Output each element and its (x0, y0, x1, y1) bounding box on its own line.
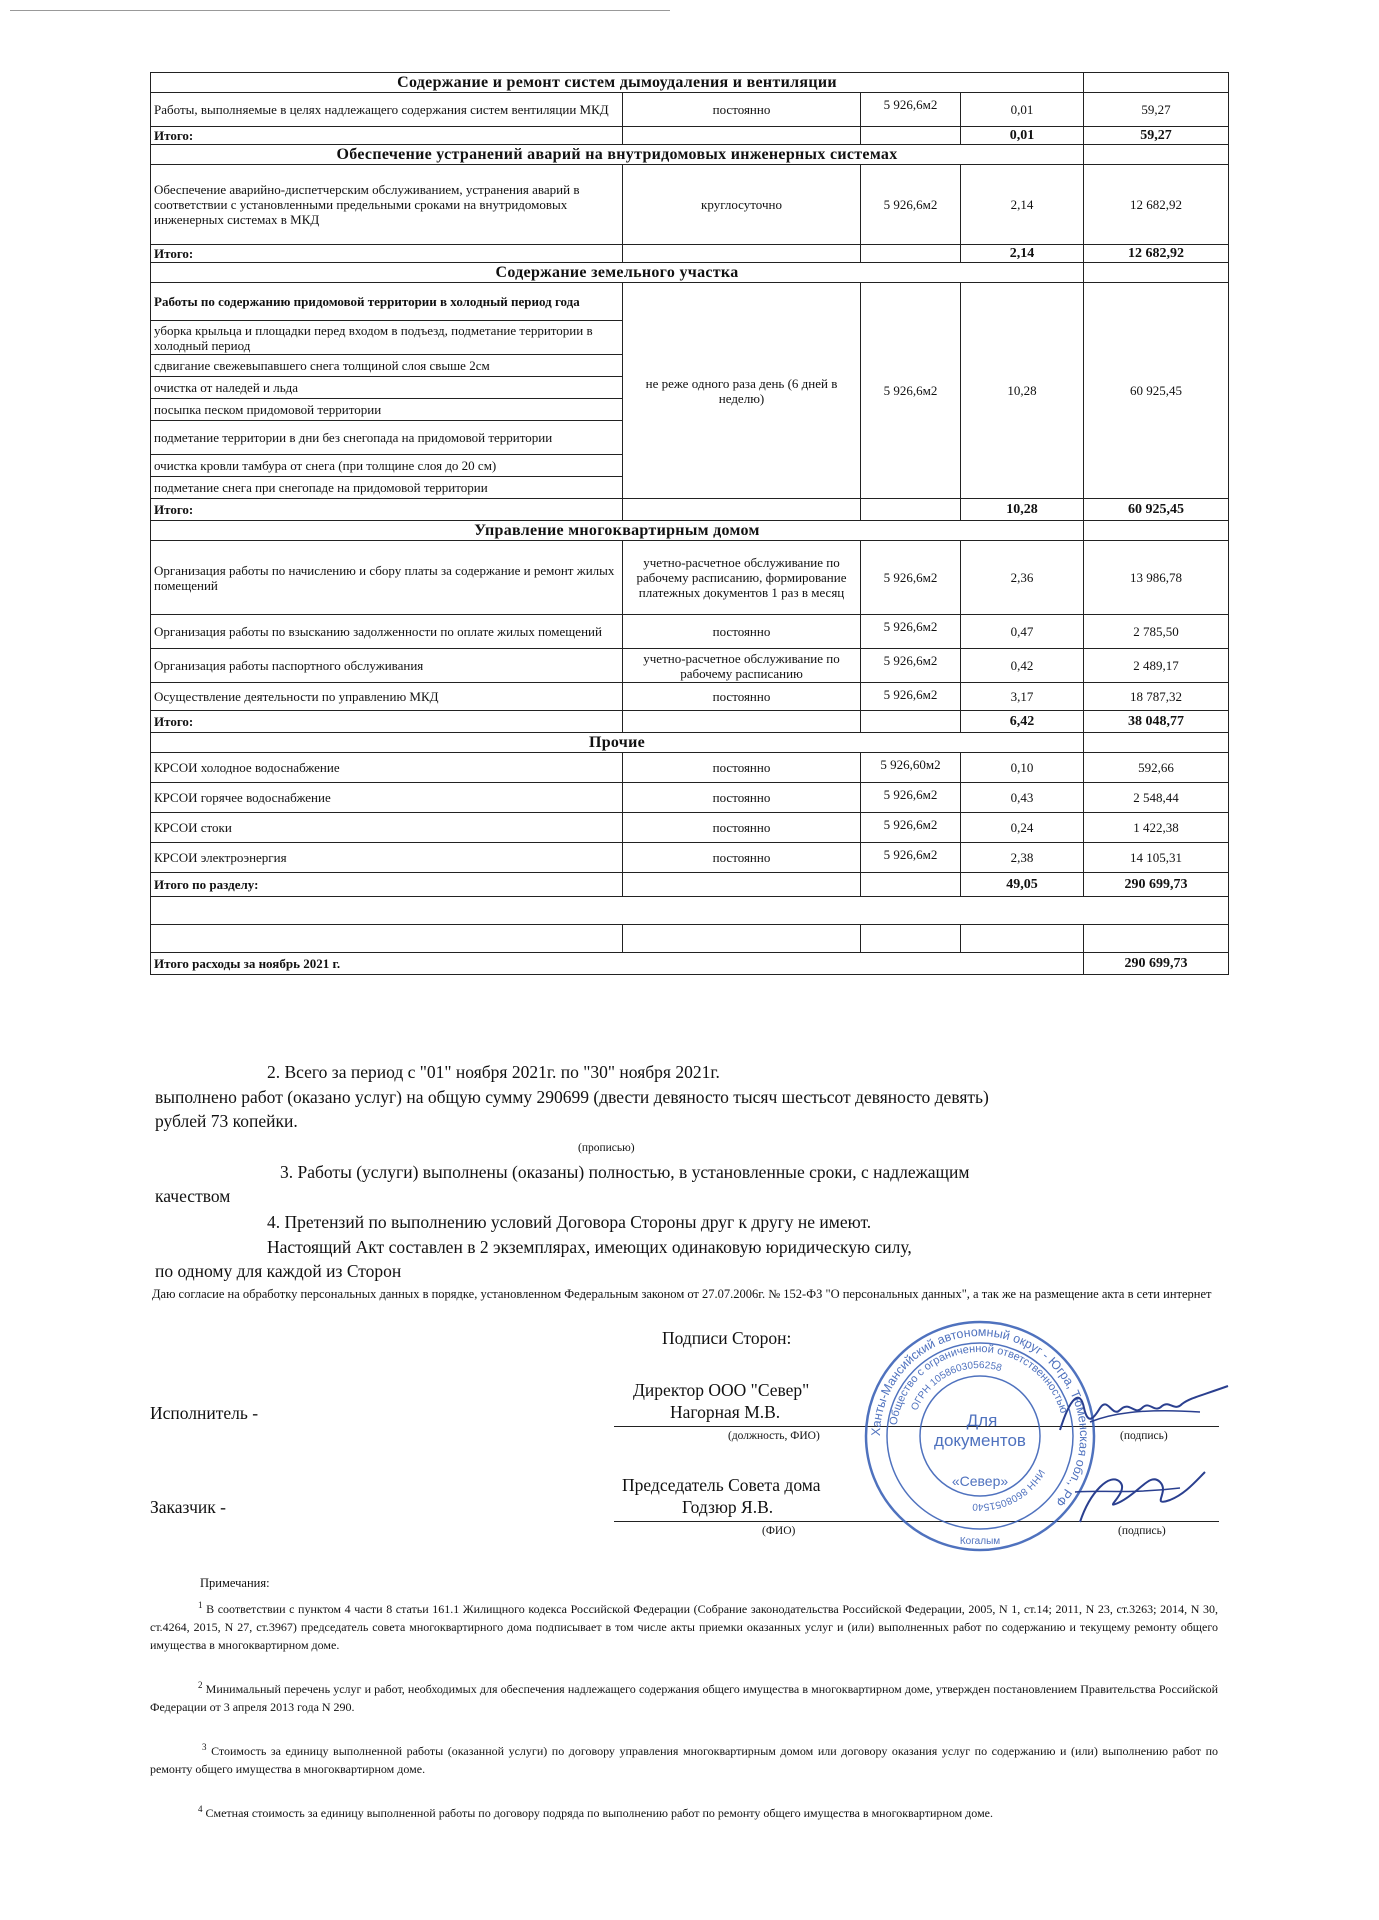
service-frequency: учетно-расчетное обслуживание по рабочему расписанию, формирование платежных документов 1 раз в месяц (623, 541, 861, 615)
consent-text: Даю согласие на обработку персональных данных в порядке, установленном Федеральным законом от 27.07.2006г. № 152-ФЗ "О персональных данных", а так же на размещение акта в сети интернет (152, 1287, 1212, 1301)
service-rate: 0,43 (961, 783, 1084, 813)
notes-heading: Примечания: (200, 1576, 270, 1590)
total-label: Итого: (151, 245, 623, 263)
total-rate: 6,42 (961, 711, 1084, 733)
service-frequency: постоянно (623, 615, 861, 649)
customer-signature (1060, 1452, 1210, 1532)
service-sum: 2 548,44 (1084, 783, 1229, 813)
service-name: Обеспечение аварийно-диспетчерским обслуживанием, устранения аварий в соответствии с установленными предельными сроками на внутридомовых инженерных системах в МКД (151, 165, 623, 245)
subitem: уборка крыльца и площадки перед входом в подъезд, подметание территории в холодный период (151, 321, 623, 355)
paragraph-2-line-1: 2. Всего за период с "01" ноября 2021г. по "30" ноября 2021г. (267, 1062, 720, 1082)
empty-row (151, 925, 1229, 953)
total-row (151, 245, 1229, 263)
service-name: Организация работы по взысканию задолженности по оплате жилых помещений (151, 615, 623, 649)
total-label: Итого: (151, 127, 623, 145)
executor-caption: (должность, ФИО) (728, 1430, 820, 1442)
service-name: КРСОИ стоки (151, 813, 623, 843)
paragraph-2-line-2: выполнено работ (оказано услуг) на общую сумму 290699 (двести девяносто тысяч шестьсот девяносто девять) (155, 1087, 989, 1107)
service-area: 5 926,6м2 (861, 283, 961, 499)
empty-row (151, 897, 1229, 925)
note-3 (150, 1738, 1218, 1778)
service-frequency: постоянно (623, 683, 861, 711)
service-area: 5 926,6м2 (861, 649, 961, 683)
service-sum: 59,27 (1084, 93, 1229, 127)
section-header (151, 73, 1229, 93)
grand-total-row (151, 953, 1229, 975)
paragraph-5-line-1: Настоящий Акт составлен в 2 экземплярах, имеющих одинаковую юридическую силу, (267, 1237, 912, 1257)
service-sum: 592,66 (1084, 753, 1229, 783)
subitem: посыпка песком придомовой территории (151, 399, 623, 421)
service-rate: 2,36 (961, 541, 1084, 615)
table-row (151, 683, 1229, 711)
table-row (151, 753, 1229, 783)
note-4 (150, 1800, 1218, 1822)
note-1-text: В соответствии с пунктом 4 части 8 статьи 161.1 Жилищного кодекса Российской Федерации (Собрание законодательства Российской Федерации, 2005, N 1, ст.14; 2011, N 23, ст.3263; 2014, N 30, ст.4264, 2015, N 27, ст.3967) председатель совета многоквартирного дома подписывает в том числе акты приемки оказанных услуг и (или) выполненных работ по содержанию и текущему ремонту общего имущества в многоквартирном доме. (150, 1602, 1219, 1652)
propisyu-caption: (прописью) (578, 1142, 635, 1154)
paragraph-3-line-2: качеством (155, 1186, 231, 1206)
subitem: очистка кровли тамбура от снега (при толщине слоя до 20 см) (151, 455, 623, 477)
service-name: КРСОИ электроэнергия (151, 843, 623, 873)
note-marker: 1 (198, 1600, 203, 1610)
stamp-center-1: Для (966, 1411, 998, 1430)
service-sum: 13 986,78 (1084, 541, 1229, 615)
service-sum: 2 489,17 (1084, 649, 1229, 683)
service-frequency: учетно-расчетное обслуживание по рабочему расписанию (623, 649, 861, 683)
service-rate: 10,28 (961, 283, 1084, 499)
service-rate: 0,01 (961, 93, 1084, 127)
section-header (151, 263, 1229, 283)
service-sum: 18 787,32 (1084, 683, 1229, 711)
service-frequency: постоянно (623, 813, 861, 843)
total-sum: 60 925,45 (1084, 499, 1229, 521)
note-2-text: Минимальный перечень услуг и работ, необходимых для обеспечения надлежащего содержания общего имущества в многоквартирном доме, утвержден постановлением Правительства Российской Федерации от 3 апреля 2013 года N 290. (150, 1682, 1219, 1714)
note-marker: 4 (198, 1804, 203, 1814)
service-sum: 12 682,92 (1084, 165, 1229, 245)
stamp-city: Когалым (959, 1536, 1001, 1547)
service-rate: 3,17 (961, 683, 1084, 711)
service-rate: 2,14 (961, 165, 1084, 245)
table-row (151, 615, 1229, 649)
note-marker: 2 (198, 1680, 203, 1690)
service-area: 5 926,6м2 (861, 615, 961, 649)
table-row (151, 783, 1229, 813)
paragraph-2-line-3: рублей 73 копейки. (155, 1111, 298, 1131)
service-area: 5 926,6м2 (861, 93, 961, 127)
service-frequency: не реже одного раза день (6 дней в неделю) (623, 283, 861, 499)
service-frequency: круглосуточно (623, 165, 861, 245)
service-name: Организация работы паспортного обслуживания (151, 649, 623, 683)
note-marker: 3 (202, 1742, 207, 1752)
scan-top-edge (10, 10, 670, 11)
section-header (151, 145, 1229, 165)
total-rate: 10,28 (961, 499, 1084, 521)
total-sum: 59,27 (1084, 127, 1229, 145)
service-area: 5 926,6м2 (861, 165, 961, 245)
service-area: 5 926,6м2 (861, 683, 961, 711)
service-area: 5 926,6м2 (861, 783, 961, 813)
paragraph-4: 4. Претензий по выполнению условий Договора Стороны друг к другу не имеют. (267, 1212, 872, 1232)
paragraph-5-line-2: по одному для каждой из Сторон (155, 1261, 402, 1281)
total-sum: 12 682,92 (1084, 245, 1229, 263)
table-row (151, 541, 1229, 615)
service-area: 5 926,6м2 (861, 843, 961, 873)
service-frequency: постоянно (623, 753, 861, 783)
signatures-title: Подписи Сторон: (662, 1328, 792, 1348)
stamp-middle-text: Общество с ограниченной ответственностью (887, 1342, 1070, 1426)
paragraph-3-line-1: 3. Работы (услуги) выполнены (оказаны) полностью, в установленные сроки, с надлежащим (280, 1162, 970, 1182)
section-total-row (151, 873, 1229, 897)
table-row (151, 283, 1229, 321)
section-title: Содержание земельного участка (151, 263, 1084, 283)
table-row (151, 165, 1229, 245)
subitem: подметание снега при снегопаде на придомовой территории (151, 477, 623, 499)
executor-position: Директор ООО "Север" (633, 1380, 810, 1400)
executor-name: Нагорная М.В. (670, 1402, 781, 1422)
customer-name: Годзюр Я.В. (682, 1497, 774, 1517)
customer-position: Председатель Совета дома (622, 1475, 821, 1495)
service-frequency: постоянно (623, 843, 861, 873)
service-name: КРСОИ холодное водоснабжение (151, 753, 623, 783)
section-title: Содержание и ремонт систем дымоудаления и вентиляции (151, 73, 1084, 93)
table-row (151, 843, 1229, 873)
subitem: сдвигание свежевыпавшего снега толщиной слоя свыше 2см (151, 355, 623, 377)
stamp-ogrn: ОГРН 1058603056258 (909, 1359, 1003, 1413)
grand-total-label: Итого расходы за ноябрь 2021 г. (151, 953, 1084, 975)
section-total-label: Итого по разделу: (151, 873, 623, 897)
section-title: Прочие (151, 733, 1084, 753)
service-sum: 14 105,31 (1084, 843, 1229, 873)
stamp-inn: ИНН 8608051540 (972, 1467, 1047, 1513)
service-name: Организация работы по начислению и сбору платы за содержание и ремонт жилых помещений (151, 541, 623, 615)
total-label: Итого: (151, 499, 623, 521)
service-rate: 0,47 (961, 615, 1084, 649)
note-2 (150, 1676, 1218, 1716)
total-label: Итого: (151, 711, 623, 733)
services-table (150, 72, 1229, 975)
service-rate: 0,24 (961, 813, 1084, 843)
group-head: Работы по содержанию придомовой территории в холодный период года (151, 283, 623, 321)
executor-label: Исполнитель - (150, 1403, 259, 1423)
stamp-outer-text: Ханты-Мансийский автономный округ - Югра, Тюменская обл., РФ (868, 1324, 1092, 1510)
total-rate: 0,01 (961, 127, 1084, 145)
customer-sign-caption: (подпись) (1118, 1525, 1166, 1537)
total-row (151, 499, 1229, 521)
service-frequency: постоянно (623, 93, 861, 127)
grand-total-sum: 290 699,73 (1084, 953, 1229, 975)
total-sum: 38 048,77 (1084, 711, 1229, 733)
total-row (151, 127, 1229, 145)
service-sum: 2 785,50 (1084, 615, 1229, 649)
section-title: Обеспечение устранений аварий на внутридомовых инженерных системах (151, 145, 1084, 165)
table-row (151, 93, 1229, 127)
subitem: подметание территории в дни без снегопада на придомовой территории (151, 421, 623, 455)
service-area: 5 926,6м2 (861, 813, 961, 843)
service-area: 5 926,60м2 (861, 753, 961, 783)
total-row (151, 711, 1229, 733)
note-3-text: Стоимость за единицу выполненной работы (оказанной услуги) по договору управления многоквартирным домом или договору оказания услуг по содержанию и (или) выполнению работ по ремонту общего имущества в многоквартирном доме. (150, 1744, 1218, 1776)
note-1 (150, 1596, 1218, 1654)
executor-sign-caption: (подпись) (1120, 1430, 1168, 1442)
section-header (151, 733, 1229, 753)
service-sum: 1 422,38 (1084, 813, 1229, 843)
customer-label: Заказчик - (150, 1497, 226, 1517)
section-total-rate: 49,05 (961, 873, 1084, 897)
service-name: Осуществление деятельности по управлению МКД (151, 683, 623, 711)
service-rate: 2,38 (961, 843, 1084, 873)
total-rate: 2,14 (961, 245, 1084, 263)
section-total-sum: 290 699,73 (1084, 873, 1229, 897)
service-area: 5 926,6м2 (861, 541, 961, 615)
table-row (151, 649, 1229, 683)
executor-signature (1050, 1378, 1240, 1448)
note-4-text: Сметная стоимость за единицу выполненной работы по договору подряда по выполнению работ по ремонту общего имущества в многоквартирном доме. (205, 1806, 993, 1820)
service-sum: 60 925,45 (1084, 283, 1229, 499)
stamp-center-2: документов (934, 1431, 1026, 1450)
service-name: КРСОИ горячее водоснабжение (151, 783, 623, 813)
customer-caption: (ФИО) (762, 1525, 796, 1537)
subitem: очистка от наледей и льда (151, 377, 623, 399)
service-rate: 0,10 (961, 753, 1084, 783)
service-frequency: постоянно (623, 783, 861, 813)
service-name: Работы, выполняемые в целях надлежащего содержания систем вентиляции МКД (151, 93, 623, 127)
stamp-name: «Север» (951, 1473, 1009, 1489)
service-rate: 0,42 (961, 649, 1084, 683)
table-row (151, 813, 1229, 843)
section-title: Управление многоквартирным домом (151, 521, 1084, 541)
section-header (151, 521, 1229, 541)
